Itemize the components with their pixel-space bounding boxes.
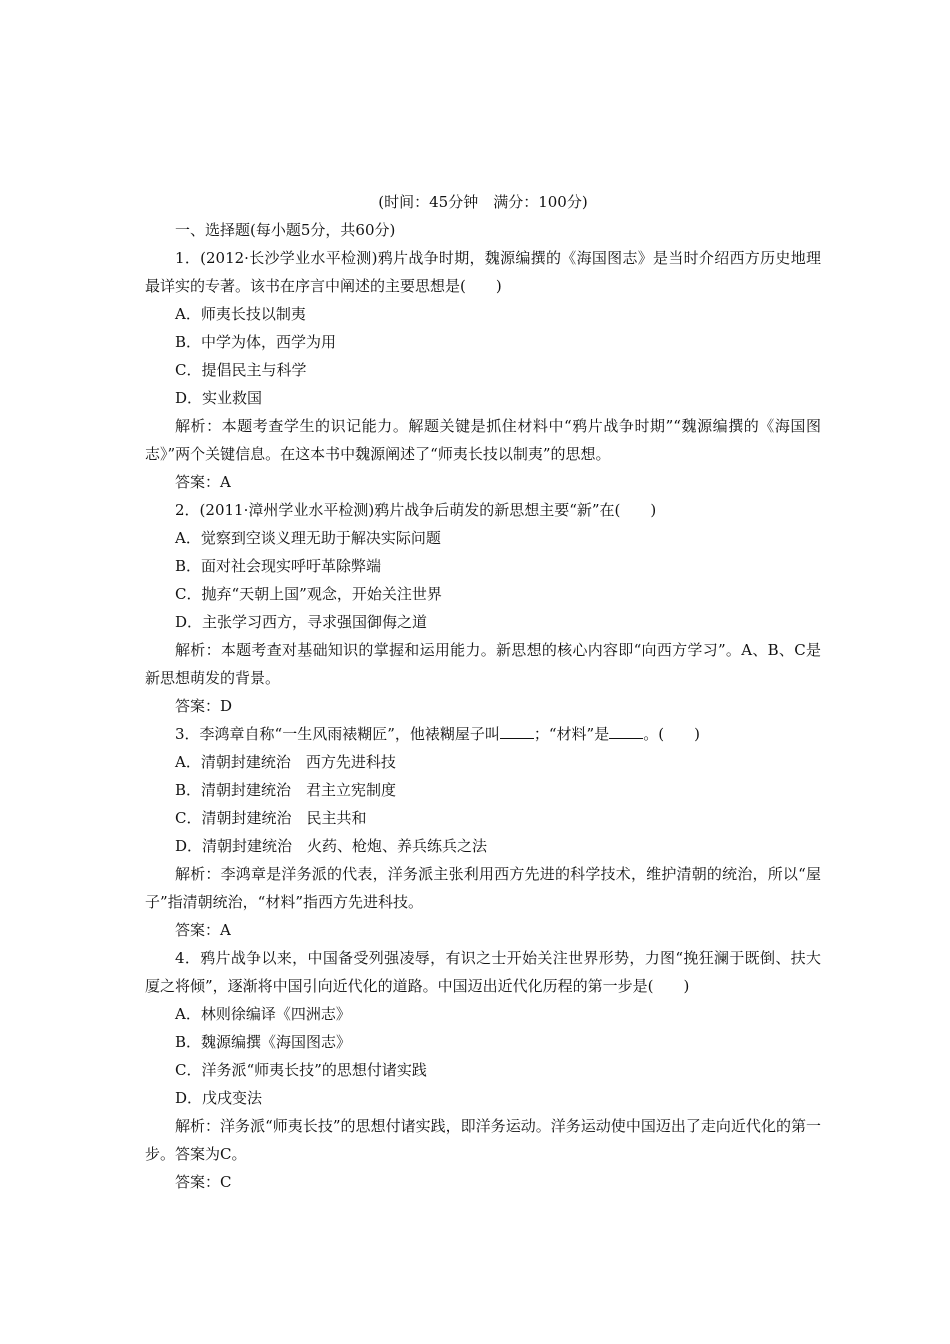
question-4-option-d: D．戊戌变法: [175, 1089, 263, 1107]
question-3-stem-part-2: ；“材料”是: [533, 725, 610, 743]
question-4-answer: 答案：C: [175, 1173, 232, 1191]
question-1-option-c: C．提倡民主与科学: [175, 361, 307, 379]
question-3-analysis: 解析：李鸿章是洋务派的代表，洋务派主张利用西方先进的科学技术，维护清朝的统治，所以“屋子”指清朝统治，“材料”指西方先进科技。: [145, 865, 821, 911]
question-1-option-d: D．实业救国: [175, 389, 263, 407]
answer-blank-1: [500, 724, 534, 739]
section-title: 一、选择题(每小题5分，共60分): [175, 221, 396, 239]
question-1-stem: 1．(2012·长沙学业水平检测)鸦片战争时期，魏源编撰的《海国图志》是当时介绍西方历史地理最详实的专著。该书在序言中阐述的主要思想是( ): [145, 249, 821, 295]
question-3-stem-part-1: 3．李鸿章自称“一生风雨裱糊匠”，他裱糊屋子叫: [175, 725, 500, 743]
question-3-option-c: C．清朝封建统治 民主共和: [175, 809, 367, 827]
question-2-option-c: C．抛弃“天朝上国”观念，开始关注世界: [175, 585, 442, 603]
question-3-option-d: D．清朝封建统治 火药、枪炮、养兵练兵之法: [175, 837, 488, 855]
question-3-option-a: A．清朝封建统治 西方先进科技: [175, 753, 396, 771]
answer-blank-2: [609, 724, 643, 739]
question-3-stem: [145, 720, 821, 748]
question-2-option-d: D．主张学习西方，寻求强国御侮之道: [175, 613, 428, 631]
question-4-stem: 4．鸦片战争以来，中国备受列强凌辱，有识之士开始关注世界形势，力图“挽狂澜于既倒、扶大厦之将倾”，逐渐将中国引向近代化的道路。中国迈出近代化历程的第一步是( ): [145, 949, 821, 995]
question-4-option-a: A．林则徐编译《四洲志》: [175, 1005, 351, 1023]
question-1-answer: 答案：A: [175, 473, 231, 491]
question-1-option-a: A．师夷长技以制夷: [175, 305, 306, 323]
question-2-answer: 答案：D: [175, 697, 233, 715]
question-1-analysis: 解析：本题考查学生的识记能力。解题关键是抓住材料中“鸦片战争时期”“魏源编撰的《海国图志》”两个关键信息。在这本书中魏源阐述了“师夷长技以制夷”的思想。: [145, 417, 821, 463]
question-2-option-b: B．面对社会现实呼吁革除弊端: [175, 557, 382, 575]
question-2-option-a: A．觉察到空谈义理无助于解决实际问题: [175, 529, 441, 547]
question-3-stem-part-3: 。( ): [643, 725, 700, 743]
question-2-stem: 2．(2011·漳州学业水平检测)鸦片战争后萌发的新思想主要“新”在( ): [175, 501, 657, 519]
question-4-option-c: C．洋务派“师夷长技”的思想付诸实践: [175, 1061, 427, 1079]
question-2-analysis: 解析：本题考查对基础知识的掌握和运用能力。新思想的核心内容即“向西方学习”。A、B、C是新思想萌发的背景。: [145, 641, 821, 687]
document-page: [145, 188, 821, 1196]
question-3-answer: 答案：A: [175, 921, 231, 939]
question-4-analysis: 解析：洋务派“师夷长技”的思想付诸实践，即洋务运动。洋务运动使中国迈出了走向近代化的第一步。答案为C。: [145, 1117, 821, 1163]
time-info: (时间：45分钟 满分：100分): [378, 193, 588, 211]
question-3-option-b: B．清朝封建统治 君主立宪制度: [175, 781, 397, 799]
question-1-option-b: B．中学为体，西学为用: [175, 333, 337, 351]
question-4-option-b: B．魏源编撰《海国图志》: [175, 1033, 352, 1051]
